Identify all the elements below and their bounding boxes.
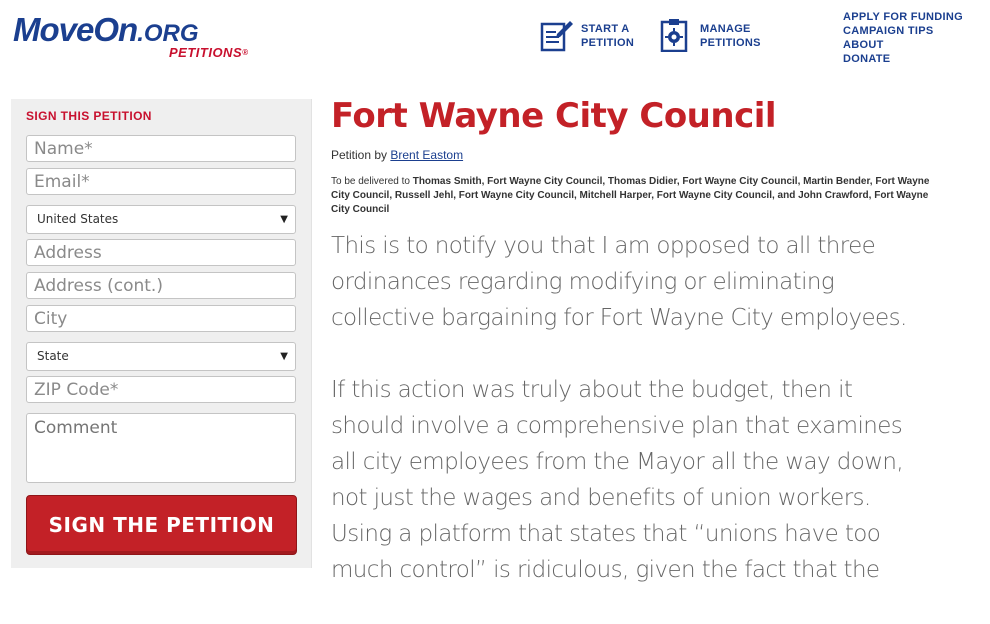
start-petition-link[interactable] bbox=[540, 18, 634, 52]
about-link[interactable]: ABOUT bbox=[843, 39, 884, 51]
country-select-value: United States bbox=[37, 212, 119, 226]
delivered-prefix: To be delivered to bbox=[331, 176, 413, 187]
petition-body bbox=[331, 228, 921, 624]
manage-petitions-line1: MANAGE bbox=[700, 23, 751, 35]
city-field[interactable] bbox=[26, 305, 296, 332]
country-select[interactable] bbox=[26, 205, 296, 234]
logo-wordmark: MoveOn.ORG bbox=[13, 11, 199, 48]
email-field[interactable] bbox=[26, 168, 296, 195]
chevron-down-icon: ▼ bbox=[280, 214, 288, 225]
logo-subtitle: PETITIONS® bbox=[169, 45, 249, 60]
comment-field[interactable] bbox=[26, 413, 296, 483]
byline-prefix: Petition by bbox=[331, 148, 391, 162]
delivery-recipients bbox=[331, 175, 931, 217]
clipboard-gear-icon bbox=[659, 18, 693, 52]
state-select[interactable] bbox=[26, 342, 296, 371]
petition-byline bbox=[331, 148, 463, 162]
author-link[interactable]: Brent Eastom bbox=[390, 148, 464, 162]
zip-code-field[interactable] bbox=[26, 376, 296, 403]
chevron-down-icon: ▼ bbox=[280, 351, 288, 362]
edit-document-icon bbox=[540, 18, 574, 52]
petition-paragraph: This is to notify you that I am opposed to all three ordinances regarding modifying or eliminating collective bargaining for Fort Wayne City employees. bbox=[331, 233, 907, 331]
state-select-value: State bbox=[37, 349, 69, 363]
header-secondary-nav bbox=[843, 10, 963, 66]
manage-petitions-line2: PETITIONS bbox=[700, 37, 761, 49]
start-petition-line2: PETITION bbox=[581, 37, 635, 49]
manage-petitions-link[interactable] bbox=[659, 18, 761, 52]
campaign-tips-link[interactable]: CAMPAIGN TIPS bbox=[843, 25, 934, 37]
recipients-list: Thomas Smith, Fort Wayne City Council, Thomas Didier, Fort Wayne City Council, Martin Bender, Fort Wayne City Council, Russell Jehl, Fort Wayne City Council, Mitchell Harper, Fort Wayne City Council, and John Crawford, Fort Wayne City Council bbox=[331, 176, 930, 215]
start-petition-line1: START A bbox=[581, 23, 630, 35]
sign-the-petition-button[interactable]: SIGN THE PETITION bbox=[26, 495, 297, 555]
moveon-logo[interactable] bbox=[13, 12, 253, 62]
address-field[interactable] bbox=[26, 239, 296, 266]
petition-paragraph: If this action was truly about the budget, then it should involve a comprehensive plan that examines all city employees from the Mayor all the way down, not just the wages and benefits of union workers. Using a platform that states that “unions have too much control” is ridiculous, given the fact that the bbox=[331, 377, 904, 583]
donate-link[interactable]: DONATE bbox=[843, 53, 891, 65]
address-cont-field[interactable] bbox=[26, 272, 296, 299]
name-field[interactable] bbox=[26, 135, 296, 162]
sign-petition-sidebar bbox=[11, 99, 312, 568]
apply-for-funding-link[interactable]: APPLY FOR FUNDING bbox=[843, 11, 964, 23]
petition-title: Fort Wayne City Council bbox=[331, 96, 777, 136]
sign-petition-heading: SIGN THIS PETITION bbox=[26, 109, 152, 123]
